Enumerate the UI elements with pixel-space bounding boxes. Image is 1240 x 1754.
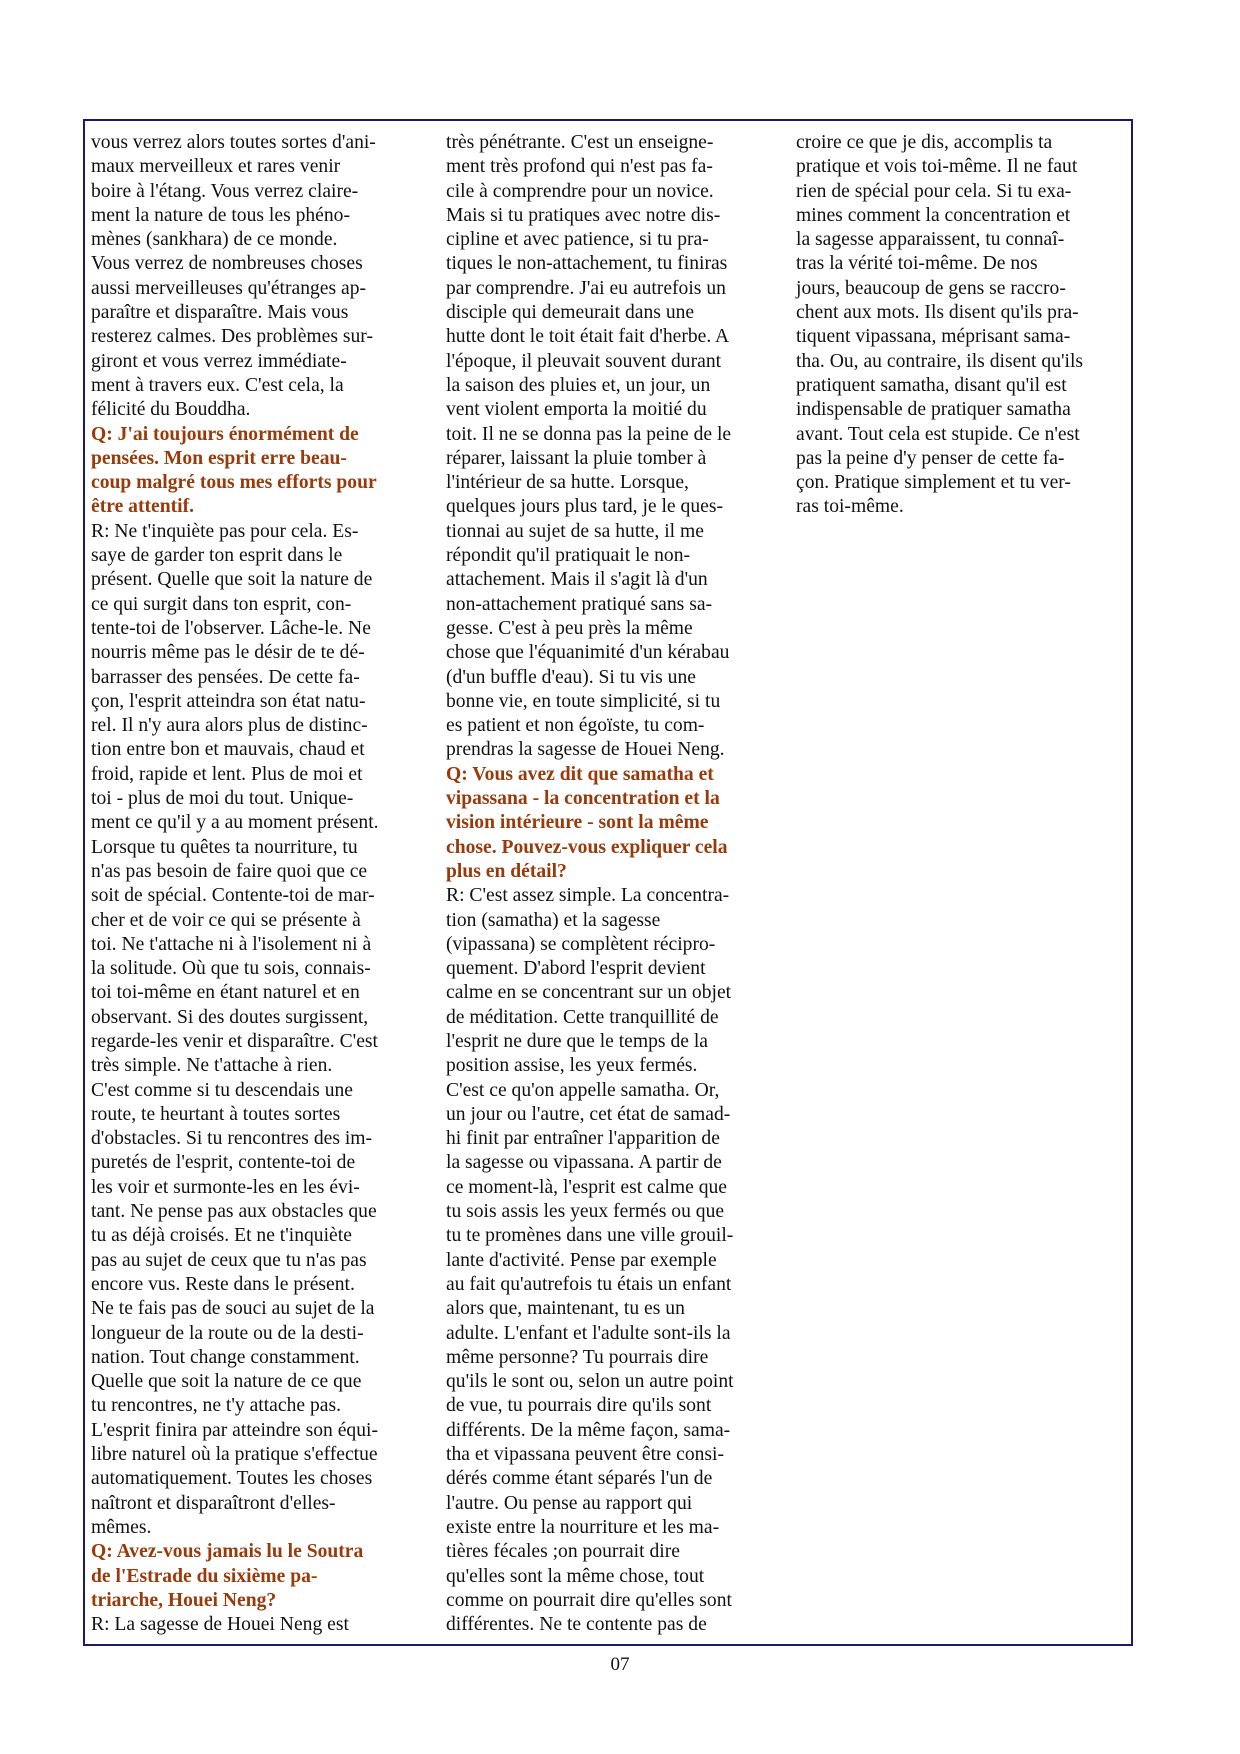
text-line: hi finit par entraîner l'apparition de [446,1128,720,1150]
text-line: ment la nature de tous les phéno- [91,204,350,226]
text-line: toi. Ne t'attache ni à l'isolement ni à [91,933,372,955]
text-line: réparer, laissant la pluie tomber à [446,447,707,469]
text-line: C'est ce qu'on appelle samatha. Or, [446,1079,720,1101]
text-line: toi toi-même en étant naturel et en [91,982,360,1004]
text-line: existe entre la nourriture et les ma- [446,1516,720,1538]
text-line: Ne te fais pas de souci au sujet de la [91,1298,375,1320]
text-line: tha et vipassana peuvent être consi- [446,1444,725,1466]
question-line: Q: Vous avez dit que samatha et [446,763,714,785]
text-line: position assise, les yeux fermés. [446,1055,698,1077]
text-line: regarde-les venir et disparaître. C'est [91,1030,378,1052]
text-line: barrasser des pensées. De cette fa- [91,666,360,688]
text-line: (d'un buffle d'eau). Si tu vis une [446,666,696,688]
text-line: tu sois assis les yeux fermés ou que [446,1201,725,1223]
text-line: giront et vous verrez immédiate- [91,350,347,372]
text-line: maux merveilleux et rares venir [91,156,341,178]
text-line: mines comment la concentration et [796,204,1071,226]
text-line: toi - plus de moi du tout. Unique- [91,788,354,810]
text-line: par comprendre. J'ai eu autrefois un [446,277,726,299]
text-line: ment très profond qui n'est pas fa- [446,156,713,178]
question-line: Q: Avez-vous jamais lu le Soutra [91,1541,364,1563]
text-line: ce qui surgit dans ton esprit, con- [91,593,352,615]
text-line: es patient et non égoïste, tu com- [446,715,705,737]
text-line: la sagesse ou vipassana. A partir de [446,1152,722,1174]
text-line: çon. Pratique simplement et tu ver- [796,472,1071,494]
text-line: tha. Ou, au contraire, ils disent qu'ils [796,350,1084,372]
text-line: ce moment-là, l'esprit est calme que [446,1176,727,1198]
question-line: triarche, Houei Neng? [91,1589,277,1611]
text-line: répondit qu'il pratiquait le non- [446,545,691,567]
text-line: ment à travers eux. C'est cela, la [91,374,344,396]
text-line: C'est comme si tu descendais une [91,1079,353,1101]
text-line: toit. Il ne se donna pas la peine de le [446,423,732,445]
text-line: l'époque, il pleuvait souvent durant [446,350,722,372]
text-line: tion (samatha) et la sagesse [446,909,661,931]
text-line: boire à l'étang. Vous verrez claire- [91,180,359,202]
text-line: automatiquement. Toutes les choses [91,1468,373,1490]
text-line: dérés comme étant séparés l'un de [446,1468,713,1490]
text-line: d'obstacles. Si tu rencontres des im- [91,1128,373,1150]
text-line: au fait qu'autrefois tu étais un enfant [446,1273,732,1295]
text-line: tion entre bon et mauvais, chaud et [91,739,365,761]
text-line: ment ce qu'il y a au moment présent. [91,812,379,834]
text-line: présent. Quelle que soit la nature de [91,569,373,591]
text-line: chent aux mots. Ils disent qu'ils pra- [796,302,1079,324]
text-line: nation. Tout change constamment. [91,1346,360,1368]
text-line: l'autre. Ou pense au rapport qui [446,1492,693,1514]
text-line: paraître et disparaître. Mais vous [91,302,349,324]
question-line: pensées. Mon esprit erre beau- [91,447,347,469]
text-line: lante d'activité. Pense par exemple [446,1249,717,1271]
text-line: les voir et surmonte-les en les évi- [91,1176,360,1198]
text-line: R: Ne t'inquiète pas pour cela. Es- [91,520,359,542]
text-line: tant. Ne pense pas aux obstacles que [91,1201,377,1223]
text-line: longueur de la route ou de la desti- [91,1322,364,1344]
text-line: route, te heurtant à toutes sortes [91,1103,341,1125]
text-line: Mais si tu pratiques avec notre dis- [446,204,721,226]
text-line: quelques jours plus tard, je le ques- [446,496,723,518]
text-line: tionnai au sujet de sa hutte, il me [446,520,704,542]
text-line: aussi merveilleuses qu'étranges ap- [91,277,367,299]
text-line: mènes (sankhara) de ce monde. [91,229,338,251]
text-line: puretés de l'esprit, contente-toi de [91,1152,356,1174]
text-line: froid, rapide et lent. Plus de moi et [91,763,363,785]
text-line: différentes. Ne te contente pas de [446,1614,707,1636]
text-line: saye de garder ton esprit dans le [91,545,343,567]
text-column-2 [446,131,791,1637]
text-line: qu'elles sont la même chose, tout [446,1565,705,1587]
text-line: tu rencontres, ne t'y attache pas. [91,1395,341,1417]
question-line: être attentif. [91,496,194,518]
text-line: tu as déjà croisés. Et ne t'inquiète [91,1225,352,1247]
text-column-3 [796,131,1131,520]
text-line: soit de spécial. Contente-toi de mar- [91,885,375,907]
text-line: resterez calmes. Des problèmes sur- [91,326,373,348]
text-line: très simple. Ne t'attache à rien. [91,1055,333,1077]
text-line: adulte. L'enfant et l'adulte sont-ils la [446,1322,731,1344]
text-line: félicité du Bouddha. [91,399,251,421]
text-line: même personne? Tu pourrais dire [446,1346,709,1368]
text-line: cipline et avec patience, si tu pra- [446,229,709,251]
question-line: plus en détail? [446,860,567,882]
text-line: attachement. Mais il s'agit là d'un [446,569,708,591]
text-line: hutte dont le toit était fait d'herbe. A [446,326,730,348]
text-line: rel. Il n'y aura alors plus de distinc- [91,715,368,737]
text-line: ras toi-même. [796,496,904,518]
text-line: indispensable de pratiquer samatha [796,399,1071,421]
text-line: Lorsque tu quêtes ta nourriture, tu [91,836,358,858]
text-line: rien de spécial pour cela. Si tu exa- [796,180,1072,202]
text-line: gesse. C'est à peu près la même [446,617,693,639]
page-number: 07 [610,1654,630,1675]
question-line: de l'Estrade du sixième pa- [91,1565,318,1587]
text-line: quement. D'abord l'esprit devient [446,958,706,980]
text-line: vent violent emporta la moitié du [446,399,707,421]
text-line: disciple qui demeurait dans une [446,302,695,324]
text-line: pas la peine d'y penser de cette fa- [796,447,1065,469]
text-line: observant. Si des doutes surgissent, [91,1006,369,1028]
text-line: encore vus. Reste dans le présent. [91,1273,355,1295]
text-line: l'esprit ne dure que le temps de la [446,1030,708,1052]
text-line: un jour ou l'autre, cet état de samad- [446,1103,731,1125]
text-line: calme en se concentrant sur un objet [446,982,732,1004]
text-line: l'intérieur de sa hutte. Lorsque, [446,472,689,494]
text-line: pratique et vois toi-même. Il ne faut [796,156,1078,178]
text-line: cher et de voir ce qui se présente à [91,909,361,931]
text-line: naîtront et disparaîtront d'elles- [91,1492,336,1514]
text-line: tu te promènes dans une ville grouil- [446,1225,734,1247]
text-line: tières fécales ;on pourrait dire [446,1541,680,1563]
text-line: pratiquent samatha, disant qu'il est [796,374,1067,396]
text-line: R: La sagesse de Houei Neng est [91,1614,349,1636]
text-line: la saison des pluies et, un jour, un [446,374,711,396]
text-line: la solitude. Où que tu sois, connais- [91,958,371,980]
text-line: tente-toi de l'observer. Lâche-le. Ne [91,617,371,639]
page-frame [83,119,1133,1646]
text-line: qu'ils le sont ou, selon un autre point [446,1371,734,1393]
text-line: (vipassana) se complètent récipro- [446,933,716,955]
question-line: Q: J'ai toujours énormément de [91,423,359,445]
text-line: de vue, tu pourrais dire qu'ils sont [446,1395,712,1417]
text-line: comme on pourrait dire qu'elles sont [446,1589,732,1611]
text-line: libre naturel où la pratique s'effectue [91,1444,378,1466]
text-line: jours, beaucoup de gens se raccro- [796,277,1066,299]
text-column-1 [91,131,436,1637]
text-line: de méditation. Cette tranquillité de [446,1006,719,1028]
text-line: tiques le non-attachement, tu finiras [446,253,728,275]
text-line: Quelle que soit la nature de ce que [91,1371,362,1393]
question-line: vipassana - la concentration et la [446,788,720,810]
text-line: nourris même pas le désir de te dé- [91,642,365,664]
text-line: la sagesse apparaissent, tu connaî- [796,229,1065,251]
question-line: chose. Pouvez-vous expliquer cela [446,836,728,858]
text-line: avant. Tout cela est stupide. Ce n'est [796,423,1080,445]
text-line: mêmes. [91,1516,152,1538]
text-line: cile à comprendre pour un novice. [446,180,714,202]
text-line: non-attachement pratiqué sans sa- [446,593,713,615]
text-line: alors que, maintenant, tu es un [446,1298,685,1320]
text-line: L'esprit finira par atteindre son équi- [91,1419,378,1441]
text-line: vous verrez alors toutes sortes d'ani- [91,132,376,153]
text-line: prendras la sagesse de Houei Neng. [446,739,725,761]
question-line: coup malgré tous mes efforts pour [91,472,377,494]
text-line: tiquent vipassana, méprisant sama- [796,326,1071,348]
text-line: pas au sujet de ceux que tu n'as pas [91,1249,367,1271]
text-line: çon, l'esprit atteindra son état natu- [91,690,366,712]
text-line: n'as pas besoin de faire quoi que ce [91,860,368,882]
text-line: Vous verrez de nombreuses choses [91,253,363,275]
question-line: vision intérieure - sont la même [446,812,709,834]
text-line: bonne vie, en toute simplicité, si tu [446,690,721,712]
text-line: R: C'est assez simple. La concentra- [446,885,730,907]
text-line: chose que l'équanimité d'un kérabau [446,642,730,664]
text-line: tras la vérité toi-même. De nos [796,253,1038,275]
text-line: différents. De la même façon, sama- [446,1419,731,1441]
text-line: très pénétrante. C'est un enseigne- [446,132,714,153]
text-line: croire ce que je dis, accomplis ta [796,132,1053,153]
